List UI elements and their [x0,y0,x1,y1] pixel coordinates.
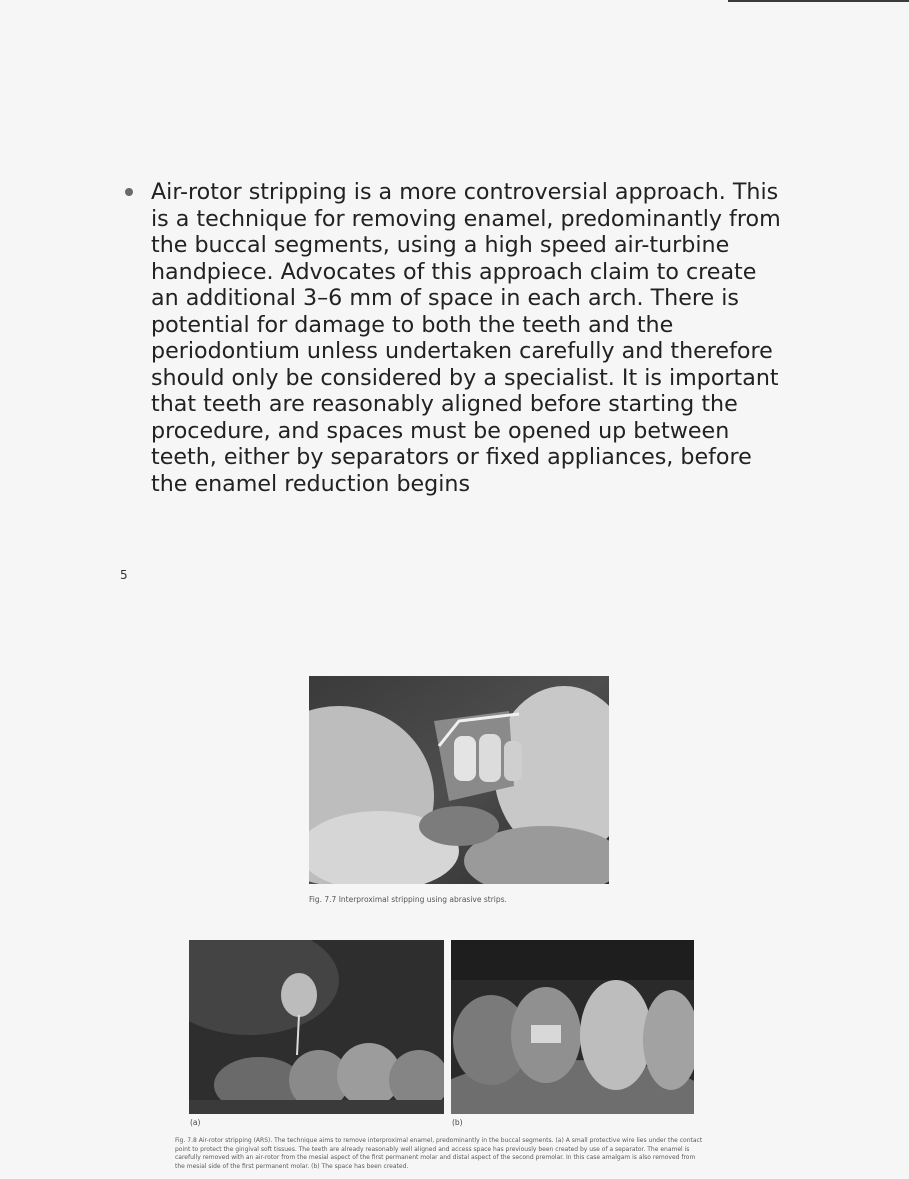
bullet-dot-icon [125,188,133,196]
bullet-text: Air-rotor stripping is a more controversial approach. This is a technique for removing enamel, predominantly from the buccal segments, using a high speed air-turbine handpiece. Advocates of this approach claim to create an additional 3–6 mm of space in each arch. There is potential for damage to both the teeth and the periodontium unless undertaken carefully and therefore should only be considered by a specialist. It is important that teeth are reasonably aligned before starting the procedure, and spaces must be opened up between teeth, either by separators or fixed appliances, before the enamel reduction begins [151,179,781,497]
figure-7-7-photo [309,676,609,884]
figure-7-8a-photo [189,940,444,1114]
figure-7-8b-label: (b) [452,1118,463,1127]
bullet-paragraph [125,179,785,497]
figure-7-8b-photo [451,940,694,1114]
figure-7-8a-label: (a) [190,1118,201,1127]
top-edge-rule [728,0,909,2]
figure-7-8-caption: Fig. 7.8 Air-rotor stripping (ARS). The technique aims to remove interproximal enamel, predominantly in the buccal segments. (a) A small protective wire lies under the contact point to protect the gingival soft tissues. The teeth are already reasonably well aligned and access space has previously been created by use of a separator. The enamel is carefully removed with an air-rotor from the mesial aspect of the first permanent molar and distal aspect of the second premolar. In this case amalgam is also removed from the mesial side of the first permanent molar. (b) The space has been created. [175,1137,703,1170]
page-number: 5 [120,568,128,582]
figure-7-7-caption: Fig. 7.7 Interproximal stripping using abrasive strips. [309,895,507,904]
